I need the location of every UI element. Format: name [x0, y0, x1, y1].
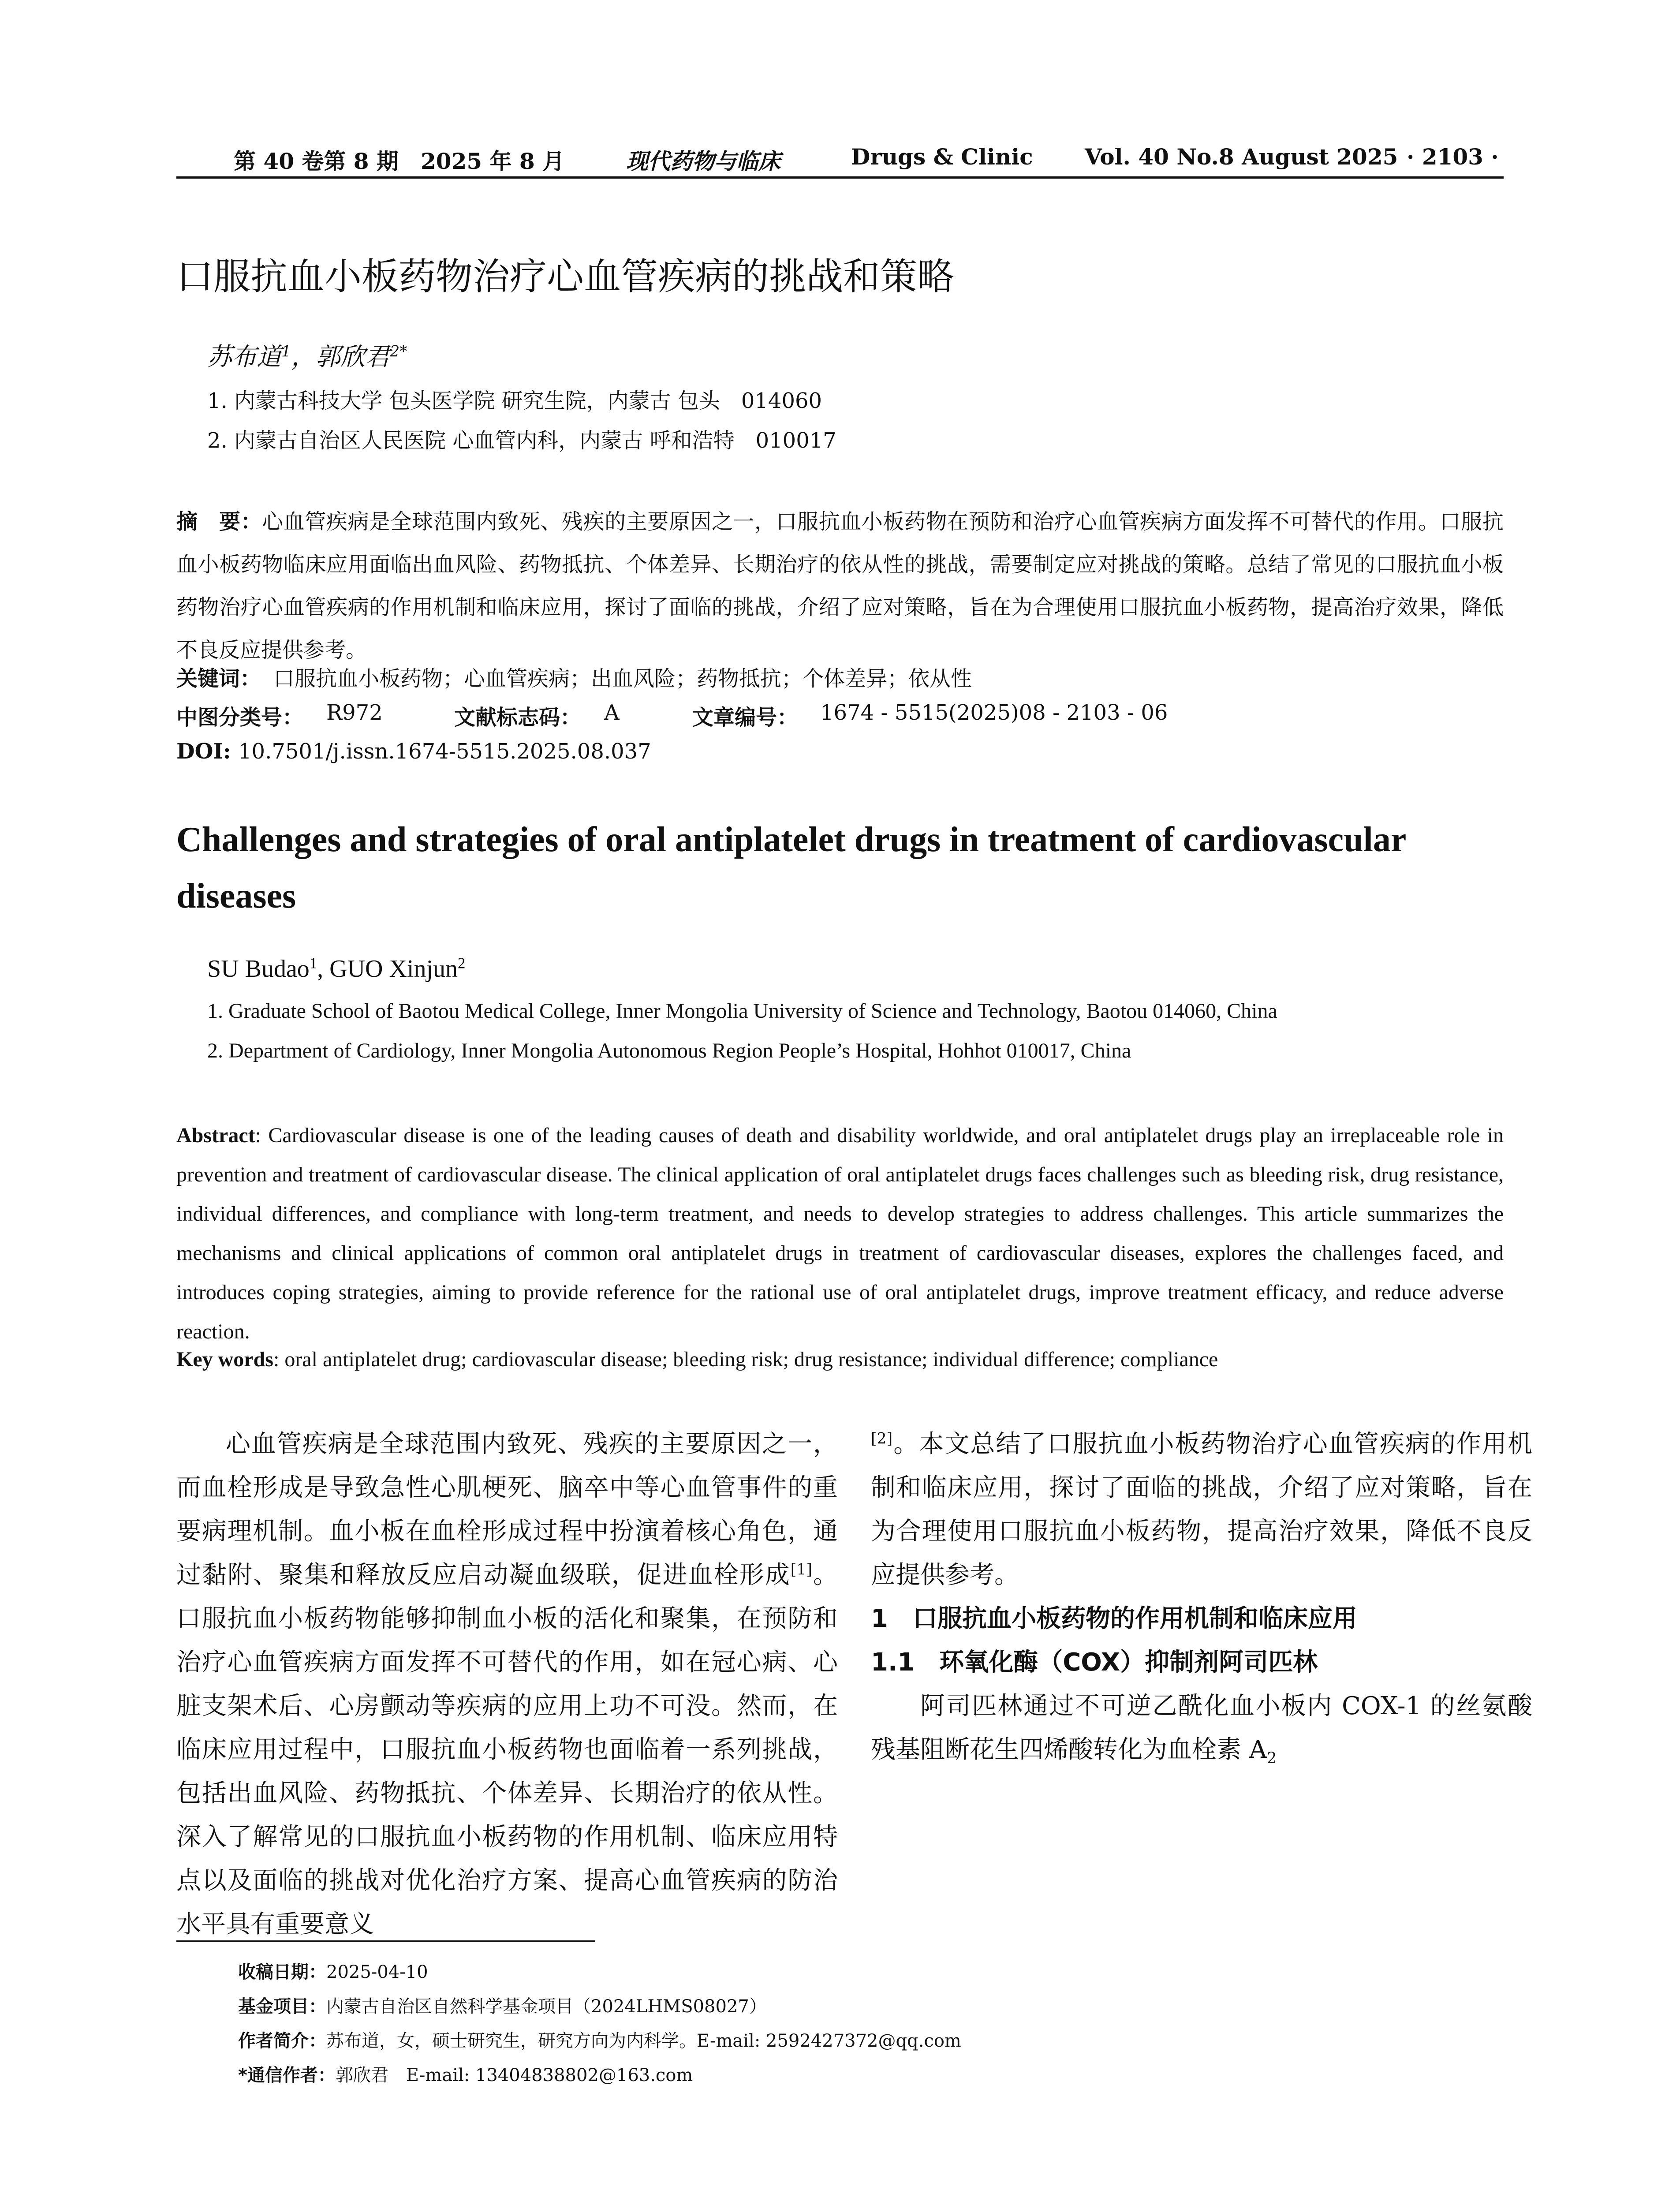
footnote-author-bio	[238, 2027, 961, 2052]
footnote-funding-label: 基金项目：	[238, 1996, 326, 2017]
body-paragraph-2	[871, 1684, 1532, 1771]
article-title-en: Challenges and strategies of oral antiplatelet drugs in treatment of cardiovascular diseases	[176, 820, 1406, 916]
doc-code-label: 文献标志码：	[454, 705, 582, 730]
keywords-en-label: Key words	[176, 1348, 273, 1371]
footnote-corresponding-label: *通信作者：	[238, 2065, 336, 2085]
section-heading-1: 1 口服抗血小板药物的作用机制和临床应用	[871, 1604, 1357, 1633]
author-1-en: SU Budao	[207, 955, 310, 983]
author-2-en-affil-mark: 2	[458, 954, 466, 972]
author-2-cn: 郭欣君	[316, 343, 390, 371]
clc-value: R972	[326, 700, 383, 725]
author-2-en: GUO Xinjun	[329, 955, 458, 983]
affiliation-en-2: 2. Department of Cardiology, Inner Mongolia Autonomous Region People’s Hospital, Hohhot 010017, China	[207, 1039, 1131, 1062]
author-2-affil-mark: 2*	[390, 343, 407, 361]
abstract-en-label: Abstract	[176, 1124, 255, 1147]
journal-name-en: Drugs & Clinic	[851, 144, 1033, 170]
footnote-funding	[238, 1992, 767, 2018]
authors-en	[207, 955, 465, 983]
footnote-received-label: 收稿日期：	[238, 1962, 326, 1982]
doi-label: DOI:	[176, 739, 231, 764]
volume-info: Vol. 40 No.8 August 2025	[1085, 144, 1398, 170]
thromboxane-subscript: 2	[1267, 1749, 1277, 1768]
footnote-author-bio-text: 苏布道，女，硕士研究生，研究方向为内科学。E-mail: 2592427372@qq.com	[326, 2031, 961, 2051]
issue-info: 第 40 卷第 8 期 2025 年 8 月	[234, 148, 565, 174]
footnote-corresponding-text: 郭欣君 E-mail: 13404838802@163.com	[335, 2065, 693, 2085]
header-rule	[176, 176, 1504, 179]
abstract-cn-label: 摘 要：	[176, 509, 262, 534]
authors-cn	[207, 337, 407, 373]
doi-value: 10.7501/j.issn.1674-5515.2025.08.037	[238, 739, 651, 764]
body-column-right	[871, 1422, 1532, 1771]
citation-1: [1]	[790, 1561, 812, 1579]
abstract-cn-text: 心血管疾病是全球范围内致死、残疾的主要原因之一，口服抗血小板药物在预防和治疗心血管疾病方面发挥不可替代的作用。口服抗血小板药物临床应用面临出血风险、药物抵抗、个体差异、长期治疗的依从性的挑战，需要制定应对挑战的策略。总结了常见的口服抗血小板药物治疗心血管疾病的作用机制和临床应用，探讨了面临的挑战，介绍了应对策略，旨在为合理使用口服抗血小板药物，提高治疗效果，降低不良反应提供参考。	[176, 509, 1504, 662]
affiliation-cn-2: 2. 内蒙古自治区人民医院 心血管内科，内蒙古 呼和浩特 010017	[207, 428, 836, 453]
body-paragraph-1a: 心血管疾病是全球范围内致死、残疾的主要原因之一，而血栓形成是导致急性心肌梗死、脑卒中等心血管事件的重要病理机制。血小板在血栓形成过程中扮演着核心角色，通过黏附、聚集和释放反应启动凝血级联，促进血栓形成	[176, 1430, 838, 1589]
abstract-en	[176, 1116, 1504, 1351]
footnote-corresponding	[238, 2061, 693, 2086]
author-separator: ，	[291, 343, 316, 371]
abstract-cn	[176, 501, 1504, 672]
footnote-received-text: 2025-04-10	[326, 1962, 428, 1982]
article-number-value: 1674 - 5515(2025)08 - 2103 - 06	[820, 700, 1168, 725]
author-en-separator: ,	[317, 955, 330, 983]
article-title-cn: 口服抗血小板药物治疗心血管疾病的挑战和策略	[176, 255, 955, 298]
body-paragraph-1-continued	[871, 1422, 1532, 1597]
keywords-en-text: : oral antiplatelet drug; cardiovascular disease; bleeding risk; drug resistance; individual difference; compliance	[273, 1348, 1218, 1371]
abstract-en-text: : Cardiovascular disease is one of the leading causes of death and disability worldwide, and oral antiplatelet drugs play an irreplaceable role in prevention and treatment of cardiovascular disease. The clinical application of oral antiplatelet drugs faces challenges such as bleeding risk, drug resistance, individual differences, and compliance with long-term treatment, and needs to develop strategies to address challenges. This article summarizes the mechanisms and clinical applications of common oral antiplatelet drugs in treatment of cardiovascular diseases, explores the challenges faced, and introduces coping strategies, aiming to provide reference for the rational use of oral antiplatelet drugs, improve treatment efficacy, and reduce adverse reaction.	[176, 1124, 1504, 1343]
keywords-en	[176, 1347, 1504, 1372]
footnote-funding-text: 内蒙古自治区自然科学基金项目（2024LHMS08027）	[326, 1996, 767, 2017]
body-column-left	[176, 1422, 838, 1946]
citation-2: [2]	[871, 1430, 893, 1448]
footnote-received	[238, 1958, 428, 1983]
body-paragraph-1c: 。本文总结了口服抗血小板药物治疗心血管疾病的作用机制和临床应用，探讨了面临的挑战，介绍了应对策略，旨在为合理使用口服抗血小板药物，提高治疗效果，降低不良反应提供参考。	[871, 1430, 1532, 1589]
affiliation-cn-1: 1. 内蒙古科技大学 包头医学院 研究生院，内蒙古 包头 014060	[207, 389, 822, 413]
keywords-cn-label: 关键词：	[176, 666, 261, 691]
section-heading-1-1: 1.1 环氧化酶（COX）抑制剂阿司匹林	[871, 1648, 1318, 1677]
author-1-cn: 苏布道	[207, 343, 281, 371]
body-paragraph-1b: 。口服抗血小板药物能够抑制血小板的活化和聚集，在预防和治疗心血管疾病方面发挥不可替代的作用，如在冠心病、心脏支架术后、心房颤动等疾病的应用上功不可没。然而，在临床应用过程中，口服抗血小板药物也面临着一系列挑战，包括出血风险、药物抵抗、个体差异、长期治疗的依从性。深入了解常见的口服抗血小板药物的作用机制、临床应用特点以及面临的挑战对优化治疗方案、提高心血管疾病的防治水平具有重要意义	[176, 1561, 838, 1939]
page-number: · 2103 ·	[1407, 144, 1499, 170]
footnote-author-bio-label: 作者简介：	[238, 2031, 326, 2051]
doc-code-value: A	[604, 700, 620, 725]
author-1-affil-mark: 1	[281, 343, 291, 361]
article-number-label: 文章编号：	[692, 705, 799, 730]
keywords-cn-text: 口服抗血小板药物；心血管疾病；出血风险；药物抵抗；个体差异；依从性	[273, 666, 972, 691]
footnote-rule	[176, 1940, 595, 1942]
body-paragraph-2-text: 阿司匹林通过不可逆乙酰化血小板内 COX-1 的丝氨酸残基阻断花生四烯酸转化为血栓素 A	[871, 1692, 1532, 1764]
journal-name-cn: 现代药物与临床	[626, 148, 780, 174]
body-paragraph-1	[176, 1422, 838, 1946]
running-header	[176, 144, 1504, 179]
clc-label: 中图分类号：	[176, 705, 304, 730]
affiliation-en-1: 1. Graduate School of Baotou Medical College, Inner Mongolia University of Science and Technology, Baotou 014060, China	[207, 999, 1277, 1023]
author-1-en-affil-mark: 1	[309, 954, 317, 972]
